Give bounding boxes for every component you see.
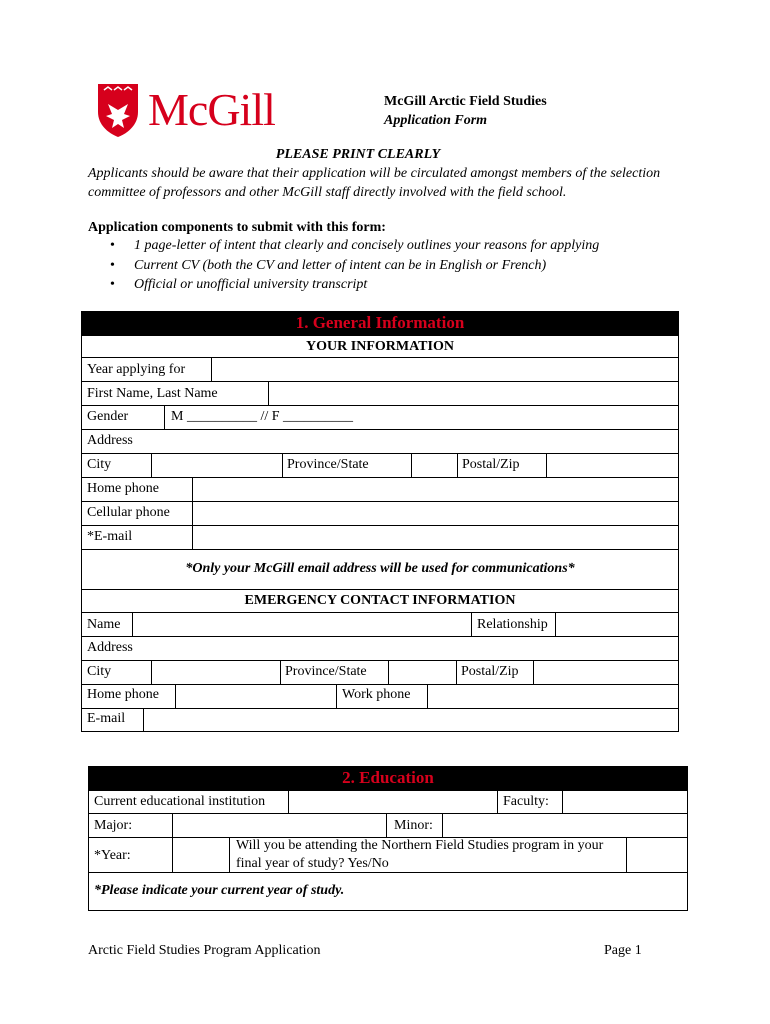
bullet-icon: • <box>110 257 115 273</box>
year-note: *Please indicate your current year of study. <box>94 883 345 898</box>
ec-home-phone-label: Home phone <box>87 687 159 702</box>
components-list <box>0 236 599 295</box>
ec-work-phone-input[interactable] <box>428 685 678 708</box>
year-applying-input[interactable] <box>212 358 678 381</box>
home-phone-input[interactable] <box>193 478 678 501</box>
list-item-text: 1 page-letter of intent that clearly and concisely outlines your reasons for applying <box>134 238 600 253</box>
logo-wordmark: McGill <box>148 84 275 135</box>
city-label: City <box>87 457 112 472</box>
ec-address-label: Address <box>87 640 133 655</box>
list-item <box>0 236 599 256</box>
bullet-icon: • <box>110 238 115 253</box>
ec-city-input[interactable] <box>152 661 280 684</box>
year-label: *Year: <box>94 848 131 863</box>
bullet-icon: • <box>110 277 115 292</box>
ec-work-phone-label: Work phone <box>342 687 411 702</box>
ec-email-input[interactable] <box>144 709 678 731</box>
email-input[interactable] <box>193 526 678 549</box>
mcgill-shield-icon <box>96 82 140 138</box>
name-input[interactable] <box>269 382 678 405</box>
year-applying-label: Year applying for <box>87 362 186 377</box>
ec-province-label: Province/State <box>285 664 367 679</box>
province-label: Province/State <box>287 457 369 472</box>
education-section <box>88 766 688 911</box>
print-clearly-note: PLEASE PRINT CLEARLY <box>275 147 441 162</box>
email-note: *Only your McGill email address will be used for communications* <box>185 561 575 576</box>
gender-options[interactable]: M __________ // F __________ <box>171 409 354 424</box>
home-phone-label: Home phone <box>87 481 159 496</box>
ec-postal-label: Postal/Zip <box>461 664 519 679</box>
footer-title: Arctic Field Studies Program Application <box>88 943 321 958</box>
institution-label: Current educational institution <box>94 794 266 809</box>
ec-name-input[interactable] <box>133 613 471 636</box>
section-title: 2. Education <box>342 768 434 787</box>
list-item <box>0 275 599 295</box>
email-label: *E-mail <box>87 529 133 544</box>
address-label: Address <box>87 433 133 448</box>
minor-label: Minor: <box>394 818 433 833</box>
mcgill-logo <box>96 82 316 140</box>
emergency-contact-heading: EMERGENCY CONTACT INFORMATION <box>244 593 516 608</box>
section-title: 1. General Information <box>295 313 465 332</box>
city-input[interactable] <box>152 454 282 477</box>
ec-email-label: E-mail <box>87 711 126 726</box>
ec-home-phone-input[interactable] <box>176 685 336 708</box>
faculty-label: Faculty: <box>503 794 549 809</box>
major-label: Major: <box>94 818 133 833</box>
ec-postal-input[interactable] <box>534 661 678 684</box>
your-information-heading: YOUR INFORMATION <box>306 339 454 354</box>
postal-input[interactable] <box>547 454 678 477</box>
general-information-section <box>81 311 679 732</box>
ec-relationship-label: Relationship <box>477 617 548 632</box>
ec-city-label: City <box>87 664 112 679</box>
minor-input[interactable] <box>443 814 687 837</box>
cell-phone-label: Cellular phone <box>87 505 170 520</box>
major-input[interactable] <box>173 814 386 837</box>
list-item-text: Official or unofficial university transcript <box>134 277 368 292</box>
circulation-notice: Applicants should be aware that their application will be circulated amongst members of the selection committee of professors and other McGill staff directly involved with the field school. <box>88 166 661 200</box>
ec-address-input[interactable] <box>151 637 678 660</box>
list-item-text: Current CV (both the CV and letter of intent can be in English or French) <box>134 257 547 273</box>
faculty-input[interactable] <box>563 791 687 813</box>
ec-name-label: Name <box>87 617 121 632</box>
cell-phone-input[interactable] <box>193 502 678 525</box>
final-year-question: Will you be attending the Northern Field Studies program in your final year of study? Yes/No <box>236 838 604 871</box>
address-input[interactable] <box>151 430 678 453</box>
final-year-answer[interactable] <box>627 838 687 872</box>
postal-label: Postal/Zip <box>462 457 520 472</box>
gender-label: Gender <box>87 409 129 424</box>
institution-input[interactable] <box>289 791 497 813</box>
form-subtitle: Application Form <box>384 113 488 128</box>
ec-relationship-input[interactable] <box>556 613 678 636</box>
year-input[interactable] <box>173 838 229 872</box>
form-program-title: McGill Arctic Field Studies <box>384 94 547 109</box>
list-item <box>0 256 599 276</box>
ec-province-input[interactable] <box>389 661 456 684</box>
page-number: Page 1 <box>604 943 642 958</box>
name-label: First Name, Last Name <box>87 386 218 401</box>
components-heading: Application components to submit with this form: <box>88 220 386 235</box>
province-input[interactable] <box>412 454 457 477</box>
